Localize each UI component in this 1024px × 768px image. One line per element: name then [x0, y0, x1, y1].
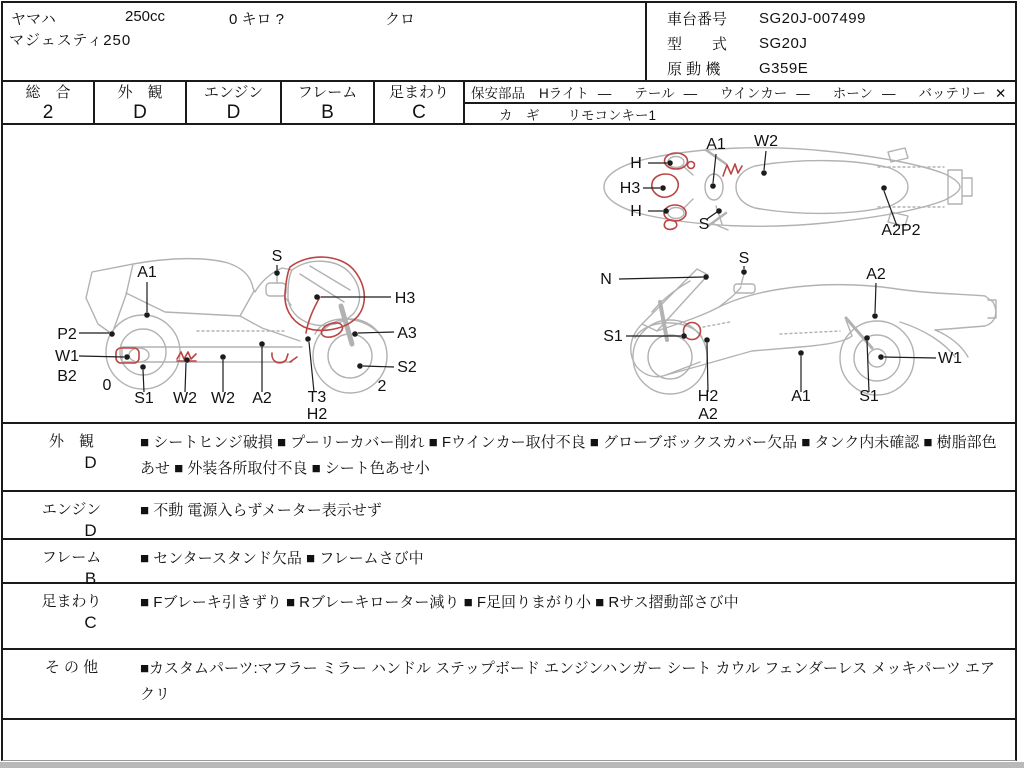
comment-grade: D	[84, 453, 97, 472]
engine-code-row	[667, 56, 1016, 81]
bottom-gray-bar	[0, 762, 1024, 768]
safety-item-taillight	[634, 82, 697, 102]
safety-item-battery	[918, 82, 1006, 102]
diagram-label-a1: A1	[706, 136, 726, 153]
displacement: 250cc	[125, 8, 166, 25]
safety-item-label: ウインカー	[720, 86, 788, 101]
safety-item-status: ―	[796, 86, 810, 101]
model-name: マジェスティ250	[9, 32, 132, 49]
diagram-label-t3: T3	[307, 389, 327, 406]
engine-code-value: G359E	[759, 60, 809, 77]
chassis-number-value: SG20J-007499	[759, 10, 866, 27]
model-code-row	[667, 31, 1016, 56]
diagram-label-w2: W2	[754, 133, 778, 150]
grade-undercarriage-label: 足まわり	[388, 84, 449, 101]
safety-parts-title: 保安部品	[471, 86, 525, 101]
safety-parts-box	[465, 82, 1016, 123]
key-label: カ ギ	[499, 108, 540, 123]
key-value: リモコンキー1	[567, 108, 657, 123]
comment-text: ■ 不動 電源入らずメーター表示せず	[140, 502, 382, 519]
diagram-label-h2: H2	[306, 406, 328, 421]
grade-exterior	[95, 82, 187, 123]
diagram-label-a2: A2	[252, 390, 272, 407]
comment-category: フレーム	[41, 549, 102, 566]
diagram-label-s1: S1	[603, 328, 623, 345]
header-right	[645, 3, 1016, 80]
diagram-label-a2: A2	[866, 266, 886, 283]
key-row	[465, 104, 1016, 124]
safety-item-status: ―	[683, 86, 698, 101]
grade-engine-label: エンジン	[203, 84, 264, 101]
grade-engine	[187, 82, 282, 123]
chassis-number-row	[667, 6, 1016, 31]
grade-row	[3, 80, 1016, 125]
safety-item-label: テール	[634, 86, 675, 101]
diagram-label-a3: A3	[397, 325, 417, 342]
safety-item-status-cross: ✕	[994, 86, 1007, 101]
grade-overall-value: 2	[42, 102, 54, 123]
grade-undercarriage-value: C	[412, 102, 426, 123]
grade-overall-label: 総 合	[25, 84, 71, 101]
diagram-label-s: S	[738, 250, 750, 267]
comment-category: そ の 他	[44, 659, 99, 676]
right-side-view-drawing	[631, 269, 996, 395]
comment-grade: B	[84, 569, 97, 588]
comment-text: ■ センタースタンド欠品 ■ フレームさび中	[140, 550, 424, 567]
diagram-label-a2: A2	[698, 406, 718, 421]
safety-item-label: ホーン	[832, 86, 873, 101]
diagram-label-h: H	[630, 155, 642, 172]
grade-engine-value: D	[226, 102, 241, 123]
grade-frame-label: フレーム	[297, 84, 358, 101]
diagram-label-2: 2	[377, 378, 387, 395]
grade-frame-value: B	[321, 102, 334, 123]
grade-exterior-value: D	[133, 102, 147, 123]
comment-row-other	[3, 648, 1016, 718]
diagram-label-b2: B2	[57, 368, 77, 385]
diagram-label-s: S	[271, 248, 283, 265]
safety-item-status: ―	[881, 86, 896, 101]
comment-text: ■ シートヒンジ破損 ■ プーリーカバー削れ ■ Fウインカー取付不良 ■ グローブボックスカバー欠品 ■ タンク内未確認 ■ 樹脂部色あせ ■ 外装各所取付不良 ■ シート色あせ小	[140, 434, 997, 477]
safety-item-headlight	[539, 82, 611, 102]
comments-table	[3, 422, 1016, 761]
safety-item-horn	[833, 82, 896, 102]
empty-row	[3, 718, 1016, 761]
maker-name: ヤマハ	[11, 11, 56, 28]
diagram-label-h3: H3	[394, 290, 416, 307]
safety-item-status: ―	[597, 86, 612, 101]
chassis-number-label: 車台番号	[667, 11, 728, 28]
damage-diagram	[3, 127, 1016, 421]
grade-exterior-label: 外 観	[117, 84, 163, 101]
comment-row-engine	[3, 490, 1016, 538]
diagram-label-w2: W2	[173, 390, 197, 407]
diagram-label-s1: S1	[134, 390, 154, 407]
diagram-label-h3: H3	[619, 180, 641, 197]
header-left	[3, 3, 645, 80]
safety-item-winker	[720, 82, 810, 102]
model-code-value: SG20J	[759, 35, 808, 52]
grade-frame	[282, 82, 375, 123]
body-color: クロ	[385, 11, 416, 28]
engine-code-label: 原 動 機	[667, 61, 721, 78]
comment-text: ■カスタムパーツ:マフラー ミラー ハンドル ステップボード エンジンハンガー シート カウル フェンダーレス メッキパーツ エアクリ	[140, 660, 995, 703]
diagram-label-h2: H2	[697, 388, 719, 405]
diagram-label-p2: P2	[57, 326, 77, 343]
diagram-label-a1: A1	[137, 264, 157, 281]
diagram-label-h: H	[630, 203, 642, 220]
diagram-label-a2p2: A2P2	[881, 222, 921, 239]
diagram-label-s2: S2	[397, 359, 417, 376]
comment-category: エンジン	[41, 501, 102, 518]
mileage: 0 キロ ?	[229, 11, 285, 28]
comment-row-undercarriage	[3, 582, 1016, 648]
diagram-label-a1: A1	[791, 388, 811, 405]
top-view-drawing	[604, 148, 972, 230]
top-view-damage-marks	[652, 153, 742, 229]
safety-parts-row	[465, 82, 1016, 104]
diagram-label-s1: S1	[859, 388, 879, 405]
diagram-labels	[55, 133, 962, 421]
safety-item-label: バッテリー	[918, 86, 986, 101]
diagram-label-w1: W1	[55, 348, 79, 365]
comment-grade: C	[84, 613, 97, 632]
model-code-label: 型 式	[667, 36, 728, 53]
diagram-label-s: S	[698, 216, 710, 233]
comment-category: 外 観	[48, 433, 94, 450]
grade-overall	[3, 82, 95, 123]
safety-item-label: Hライト	[539, 86, 589, 101]
damage-diagram-svg	[3, 127, 1016, 421]
diagram-label-w2: W2	[211, 390, 235, 407]
diagram-label-0: 0	[102, 377, 112, 394]
comment-category: 足まわり	[41, 593, 102, 610]
comment-text: ■ Fブレーキ引きずり ■ Rブレーキローター減り ■ F足回りまがり小 ■ Rサス摺動部さび中	[140, 594, 739, 611]
diagram-label-n: N	[600, 271, 612, 288]
comment-grade: D	[84, 521, 97, 540]
comment-row-frame	[3, 538, 1016, 588]
comment-row-exterior	[3, 422, 1016, 490]
diagram-label-w1: W1	[938, 350, 962, 367]
grade-undercarriage	[375, 82, 465, 123]
